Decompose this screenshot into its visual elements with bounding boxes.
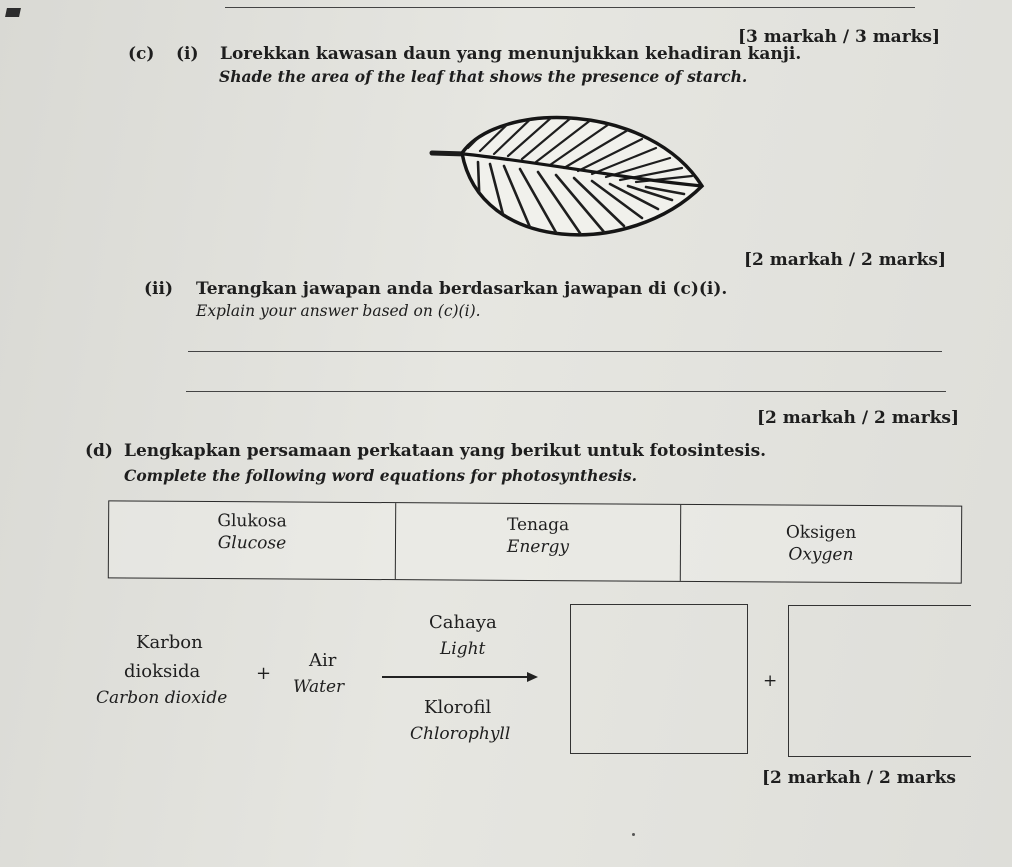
- marks-label-3: [2 markah / 2 marks]: [757, 408, 960, 428]
- condition-chlorophyll-english: Chlorophyll: [410, 724, 511, 744]
- condition-light-malay: Cahaya: [429, 612, 497, 633]
- options-table: [108, 500, 962, 583]
- reactant-water-english: Water: [293, 677, 345, 697]
- answer-line-1[interactable]: [188, 351, 942, 352]
- reactant-carbon-dioxide-english: Carbon dioxide: [96, 688, 228, 708]
- option-glucose: [109, 501, 395, 579]
- question-d-label: (d): [85, 441, 113, 461]
- question-c-i-english: Shade the area of the leaf that shows the presence of starch.: [219, 67, 748, 86]
- reactant-water-malay: Air: [309, 650, 337, 671]
- question-c-i-malay: Lorekkan kawasan daun yang menunjukkan kehadiran kanji.: [220, 44, 802, 64]
- marks-label-4: [2 markah / 2 marks: [762, 768, 957, 788]
- option-energy-malay: Tenaga: [506, 514, 570, 536]
- marks-label-2: [2 markah / 2 marks]: [744, 250, 947, 270]
- question-c-ii-label: (ii): [144, 279, 174, 299]
- leaf-diagram[interactable]: [420, 108, 720, 248]
- option-oxygen-english: Oxygen: [788, 544, 854, 565]
- question-c-i-label: (i): [176, 44, 199, 64]
- question-c-label: (c): [128, 44, 155, 64]
- option-glucose-english: Glucose: [217, 533, 287, 554]
- marks-label-1: [3 markah / 3 marks]: [738, 27, 941, 47]
- question-d-english: Complete the following word equations for photosynthesis.: [124, 466, 638, 485]
- option-oxygen: [681, 505, 961, 583]
- answer-line-top: [225, 7, 915, 8]
- option-glucose-malay: Glukosa: [217, 511, 287, 532]
- question-c-ii-malay: Terangkan jawapan anda berdasarkan jawapan di (c)(i).: [196, 279, 728, 299]
- condition-light-english: Light: [440, 639, 486, 659]
- reaction-arrow: [380, 670, 540, 684]
- plus-sign-2: +: [763, 671, 778, 691]
- option-energy: [396, 503, 680, 581]
- reactant-carbon-dioxide-malay-1: Karbon: [136, 632, 203, 653]
- plus-sign-1: +: [256, 663, 272, 684]
- option-energy-english: Energy: [506, 536, 570, 558]
- product-answer-box-1[interactable]: [570, 604, 748, 754]
- page-dot: [632, 833, 635, 836]
- question-c-ii-english: Explain your answer based on (c)(i).: [196, 302, 481, 320]
- condition-chlorophyll-malay: Klorofil: [424, 697, 492, 718]
- option-oxygen-malay: Oksigen: [785, 522, 857, 543]
- corner-mark: [5, 8, 21, 17]
- answer-line-2[interactable]: [186, 391, 946, 392]
- product-answer-box-2[interactable]: [788, 605, 971, 757]
- reactant-carbon-dioxide-malay-2: dioksida: [124, 661, 201, 682]
- question-d-malay: Lengkapkan persamaan perkataan yang berikut untuk fotosintesis.: [124, 441, 767, 461]
